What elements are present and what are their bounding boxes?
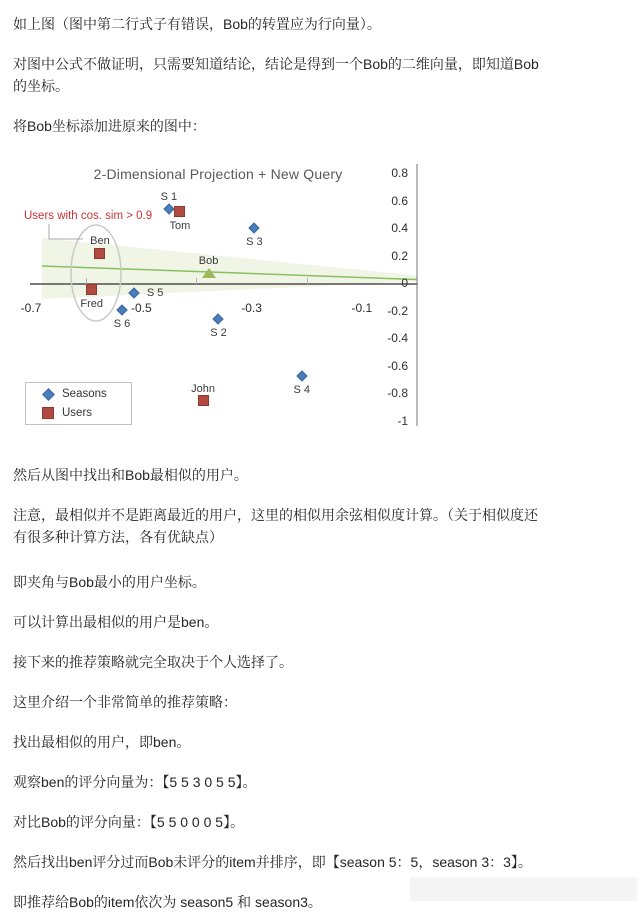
text-line: 的坐标。	[13, 78, 69, 94]
point-bob	[202, 268, 216, 278]
y-axis-label: -0.4	[387, 331, 408, 345]
paragraph	[13, 504, 627, 548]
point-label: S 5	[146, 286, 164, 299]
y-axis-label: -0.8	[387, 386, 408, 400]
text-line: 如上图（图中第二行式子有错误，Bob的转置应为行向量）。	[13, 16, 381, 32]
paragraph	[13, 851, 627, 873]
text-line: 然后从图中找出和Bob最相似的用户。	[13, 467, 248, 483]
y-axis-label: 0.2	[391, 248, 408, 263]
x-axis-label: -0.3	[241, 301, 262, 315]
paragraph	[13, 115, 627, 137]
legend-item-users	[42, 405, 131, 421]
point-label: S 2	[210, 327, 227, 340]
point-label: S 3	[246, 235, 263, 248]
annotation-leader-line	[49, 224, 83, 239]
point-label: Tom	[169, 219, 191, 232]
diamond-marker-icon	[42, 388, 54, 400]
point-john	[198, 395, 209, 406]
y-axis-label: 0.6	[391, 193, 408, 208]
y-axis-label: -1	[397, 413, 408, 428]
chart-legend	[25, 382, 132, 425]
point-label: John	[191, 382, 215, 395]
y-axis-label: 0	[401, 276, 408, 290]
point-label: Fred	[80, 297, 103, 310]
paragraph	[13, 811, 627, 833]
point-label: Ben	[90, 235, 110, 248]
text-line: 对比Bob的评分向量：【5 5 0 0 0 5】。	[13, 814, 245, 830]
x-axis-label: -0.5	[130, 301, 152, 315]
y-axis-label: -0.6	[387, 358, 408, 373]
x-axis-minor-tick	[307, 278, 308, 284]
text-line: 注意，最相似并不是距离最近的用户，这里的相似用余弦相似度计算。（关于相似度还	[13, 507, 538, 523]
text-line: 即夹角与Bob最小的用户坐标。	[13, 574, 206, 590]
paragraph	[13, 571, 627, 593]
text-line: 将Bob坐标添加进原来的图中：	[13, 118, 206, 134]
paragraph	[13, 53, 627, 97]
text-line: 这里介绍一个非常简单的推荐策略：	[13, 694, 237, 710]
y-axis-label: 0.4	[391, 221, 408, 235]
point-label: S 4	[293, 384, 311, 397]
point-tom	[174, 206, 185, 217]
y-axis-label: 0.8	[391, 166, 408, 180]
paragraph	[13, 464, 627, 486]
point-label: Bob	[198, 255, 219, 267]
point-label: S 1	[160, 191, 178, 204]
paragraph	[13, 731, 627, 753]
x-axis-minor-tick	[196, 278, 197, 284]
body-paragraphs	[13, 464, 627, 913]
text-line: 接下来的推荐策略就完全取决于个人选择了。	[13, 654, 293, 670]
paragraph	[13, 13, 627, 35]
text-line: 可以计算出最相似的用户是ben。	[13, 614, 219, 630]
text-line: 对图中公式不做证明，只需要知道结论，结论是得到一个Bob的二维向量，即知道Bob	[13, 56, 539, 72]
text-line: 然后找出ben评分过而Bob未评分的item并排序，即【season 5：5，season 3：3】。	[13, 854, 532, 870]
paragraph	[13, 651, 627, 673]
y-axis-label: -0.2	[387, 303, 408, 318]
point-label: S 6	[113, 318, 131, 331]
chart-title: 2-Dimensional Projection + New Query	[93, 166, 343, 182]
legend-label: Users	[62, 407, 93, 419]
text-line: 有很多种计算方法，各有优缺点）	[13, 529, 223, 545]
x-axis-label: -0.1	[351, 301, 373, 315]
annotation-label: Users with cos. sim > 0.9	[24, 210, 153, 222]
intro-paragraphs	[13, 13, 627, 137]
legend-label: Seasons	[62, 388, 107, 400]
point-ben	[94, 248, 105, 259]
faint-box	[410, 877, 637, 901]
square-marker-icon	[42, 407, 54, 419]
chart	[0, 155, 640, 452]
x-axis-label: -0.7	[20, 301, 42, 315]
point-fred	[86, 284, 97, 295]
text-line: 观察ben的评分向量为：【5 5 3 0 5 5】。	[13, 774, 257, 790]
text-line: 即推荐给Bob的item依次为 season5 和 season3。	[13, 894, 322, 910]
paragraph	[13, 611, 627, 633]
paragraph	[13, 771, 627, 793]
legend-item-seasons	[42, 386, 131, 402]
paragraph	[13, 691, 627, 713]
text-line: 找出最相似的用户，即ben。	[13, 734, 191, 750]
